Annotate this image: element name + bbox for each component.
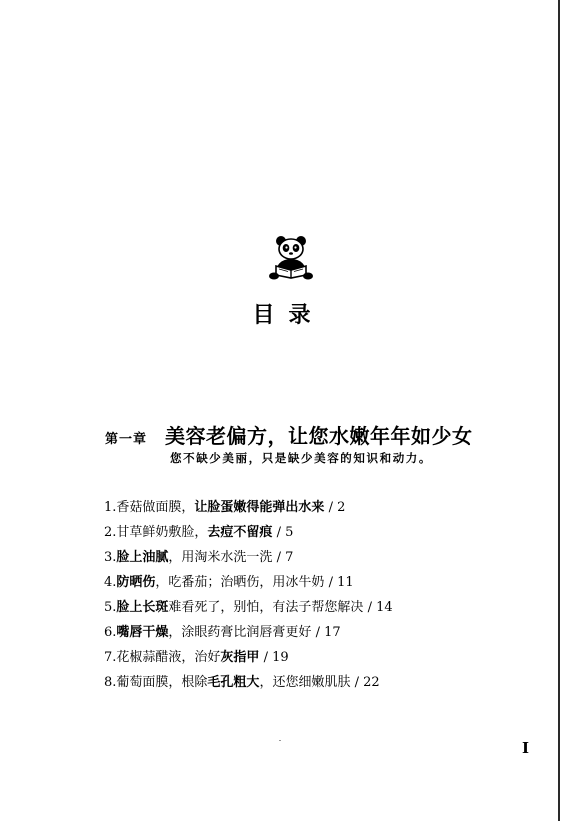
toc-entry-text: 嘴唇干燥 xyxy=(116,625,169,640)
panda-reading-book-icon xyxy=(268,234,314,280)
toc-entry-text: ，还您细嫩肌肤 xyxy=(259,675,351,690)
toc-entry-page: 14 xyxy=(376,600,393,615)
page-number: I xyxy=(522,739,530,757)
toc-entry-text: 难看死了，别怕，有法子帮您解决 xyxy=(168,600,364,615)
toc-entry-page: 22 xyxy=(363,675,380,690)
toc-entry[interactable]: 4.防晒伤，吃番茄；治晒伤，用冰牛奶 / 11 xyxy=(104,575,354,590)
toc-entry-text: ，涂眼药膏比润唇膏更好 xyxy=(168,625,312,640)
toc-entry-text: 去痘不留痕 xyxy=(207,525,273,540)
stray-mark xyxy=(279,740,281,741)
toc-entry-text: 甘草鲜奶敷脸， xyxy=(116,525,208,540)
toc-entry-text: 灰指甲 xyxy=(220,650,260,665)
toc-entry-text: ，用淘米水洗一洗 xyxy=(168,550,273,565)
toc-entry-text: 让脸蛋嫩得能弹出水来 xyxy=(194,500,325,515)
toc-entry-number: 3. xyxy=(104,550,117,565)
toc-entry[interactable]: 3.脸上油腻，用淘米水洗一洗 / 7 xyxy=(104,550,294,565)
page-title: 目录 xyxy=(252,303,325,328)
chapter-label: 第一章 xyxy=(105,432,148,447)
toc-entry-text: 毛孔粗大 xyxy=(207,675,260,690)
toc-entry-number: 1. xyxy=(104,500,117,515)
chapter-title[interactable]: 美容老偏方，让您水嫩年年如少女 xyxy=(165,424,473,448)
toc-entry[interactable]: 8.葡萄面膜，根除毛孔粗大，还您细嫩肌肤 / 22 xyxy=(104,675,380,690)
toc-entry-text: 葡萄面膜，根除 xyxy=(116,675,208,690)
toc-entry-number: 7. xyxy=(104,650,117,665)
chapter-subtitle: 您不缺少美丽，只是缺少美容的知识和动力。 xyxy=(170,451,432,465)
toc-entry[interactable]: 2.甘草鲜奶敷脸，去痘不留痕 / 5 xyxy=(104,525,294,540)
toc-entry-page: 19 xyxy=(272,650,289,665)
toc-entry[interactable]: 6.嘴唇干燥，涂眼药膏比润唇膏更好 / 17 xyxy=(104,625,341,640)
toc-entry[interactable]: 1.香菇做面膜，让脸蛋嫩得能弹出水来 / 2 xyxy=(104,500,346,515)
toc-entry-page: 5 xyxy=(285,525,294,540)
toc-entry-number: 2. xyxy=(104,525,117,540)
toc-entry-list xyxy=(104,498,393,698)
toc-entry-text: 香菇做面膜， xyxy=(116,500,195,515)
toc-entry-text: 防晒伤 xyxy=(116,575,156,590)
toc-entry-page: 7 xyxy=(285,550,294,565)
toc-entry-number: 8. xyxy=(104,675,117,690)
toc-entry-number: 6. xyxy=(104,625,117,640)
page-edge-line xyxy=(558,0,560,821)
toc-entry-text: ，吃番茄；治晒伤，用冰牛奶 xyxy=(155,575,325,590)
toc-entry-text: 花椒蒜醋液，治好 xyxy=(116,650,221,665)
toc-entry[interactable]: 5.脸上长斑难看死了，别怕，有法子帮您解决 / 14 xyxy=(104,600,393,615)
toc-entry-page: 2 xyxy=(337,500,346,515)
toc-entry[interactable]: 7.花椒蒜醋液，治好灰指甲 / 19 xyxy=(104,650,289,665)
toc-entry-page: 17 xyxy=(324,625,341,640)
toc-entry-text: 脸上长斑 xyxy=(116,600,169,615)
toc-entry-number: 5. xyxy=(104,600,117,615)
toc-entry-number: 4. xyxy=(104,575,117,590)
toc-entry-page: 11 xyxy=(337,575,354,590)
toc-entry-text: 脸上油腻 xyxy=(116,550,169,565)
